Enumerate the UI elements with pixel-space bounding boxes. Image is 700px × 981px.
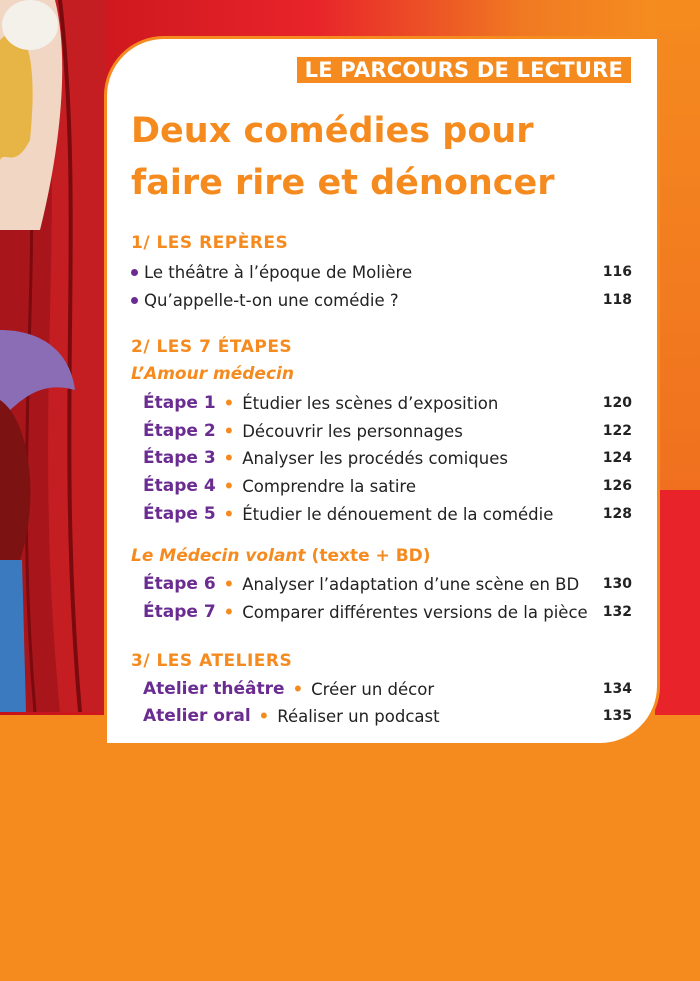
step-label: Étape 5 <box>143 504 216 524</box>
section-banner: LE PARCOURS DE LECTURE <box>297 57 631 83</box>
step-label: Étape 1 <box>143 393 216 413</box>
entry-text: Créer un décor <box>311 679 435 699</box>
entry-text: Comprendre la satire <box>242 476 416 496</box>
toc-entry[interactable] <box>143 599 631 625</box>
page-number: 124 <box>602 450 632 466</box>
background-right <box>655 0 700 490</box>
page-number: 134 <box>602 681 632 697</box>
dot-icon: • <box>223 574 235 594</box>
dot-icon: • <box>223 504 235 524</box>
bullet-icon <box>131 269 138 276</box>
page-number: 120 <box>602 395 632 411</box>
toc-entry[interactable] <box>143 501 631 527</box>
theatre-illustration <box>0 0 106 712</box>
dot-icon: • <box>258 706 270 726</box>
entry-text: Réaliser un podcast <box>277 706 440 726</box>
dot-icon: • <box>223 476 235 496</box>
step-label: Étape 6 <box>143 574 216 594</box>
toc-entry[interactable] <box>143 571 631 597</box>
page-number: 132 <box>602 604 632 620</box>
toc-entry[interactable] <box>131 287 631 313</box>
entry-text: Étudier le dénouement de la comédie <box>242 504 554 524</box>
dot-icon: • <box>223 448 235 468</box>
page-number: 118 <box>602 292 632 308</box>
toc-entry[interactable] <box>143 390 631 416</box>
atelier-label: Atelier oral <box>143 706 251 726</box>
dot-icon: • <box>223 393 235 413</box>
bullet-icon <box>131 297 138 304</box>
dot-icon: • <box>223 421 235 441</box>
page-number: 128 <box>602 506 632 522</box>
page-number: 126 <box>602 478 632 494</box>
atelier-label: Atelier théâtre <box>143 679 285 699</box>
page-number: 135 <box>602 708 632 724</box>
toc-entry[interactable] <box>143 445 631 471</box>
entry-text: Analyser les procédés comiques <box>242 448 508 468</box>
section-heading-etapes: 2/ LES 7 ÉTAPES <box>131 337 293 357</box>
step-label: Étape 7 <box>143 602 216 622</box>
toc-entry[interactable] <box>143 703 631 729</box>
play-title: L’Amour médecin <box>131 364 294 384</box>
entry-text: Qu’appelle-t-on une comédie ? <box>144 290 399 310</box>
play-name: Le Médecin volant <box>131 546 306 566</box>
section-heading-ateliers: 3/ LES ATELIERS <box>131 651 293 671</box>
step-label: Étape 4 <box>143 476 216 496</box>
play-title <box>131 546 431 566</box>
toc-entry[interactable] <box>131 259 631 285</box>
toc-entry[interactable] <box>143 473 631 499</box>
entry-text: Analyser l’adaptation d’une scène en BD <box>242 574 580 594</box>
entry-text: Étudier les scènes d’exposition <box>242 393 499 413</box>
play-suffix: (texte + BD) <box>305 546 431 566</box>
entry-text: Le théâtre à l’époque de Molière <box>144 262 413 282</box>
section-heading-reperes: 1/ LES REPÈRES <box>131 233 289 253</box>
background-right-red <box>655 490 700 715</box>
page-number: 122 <box>602 423 632 439</box>
table-of-contents-card <box>104 36 660 746</box>
toc-entry[interactable] <box>143 676 631 702</box>
page-title: Deux comédies pour faire rire et dénoncer <box>131 111 555 203</box>
page-number: 130 <box>602 576 632 592</box>
step-label: Étape 3 <box>143 448 216 468</box>
entry-text: Comparer différentes versions de la pièce <box>242 602 588 622</box>
dot-icon: • <box>223 602 235 622</box>
page-number: 116 <box>602 264 632 280</box>
entry-text: Découvrir les personnages <box>242 421 463 441</box>
toc-entry[interactable] <box>143 418 631 444</box>
dot-icon: • <box>292 679 304 699</box>
step-label: Étape 2 <box>143 421 216 441</box>
